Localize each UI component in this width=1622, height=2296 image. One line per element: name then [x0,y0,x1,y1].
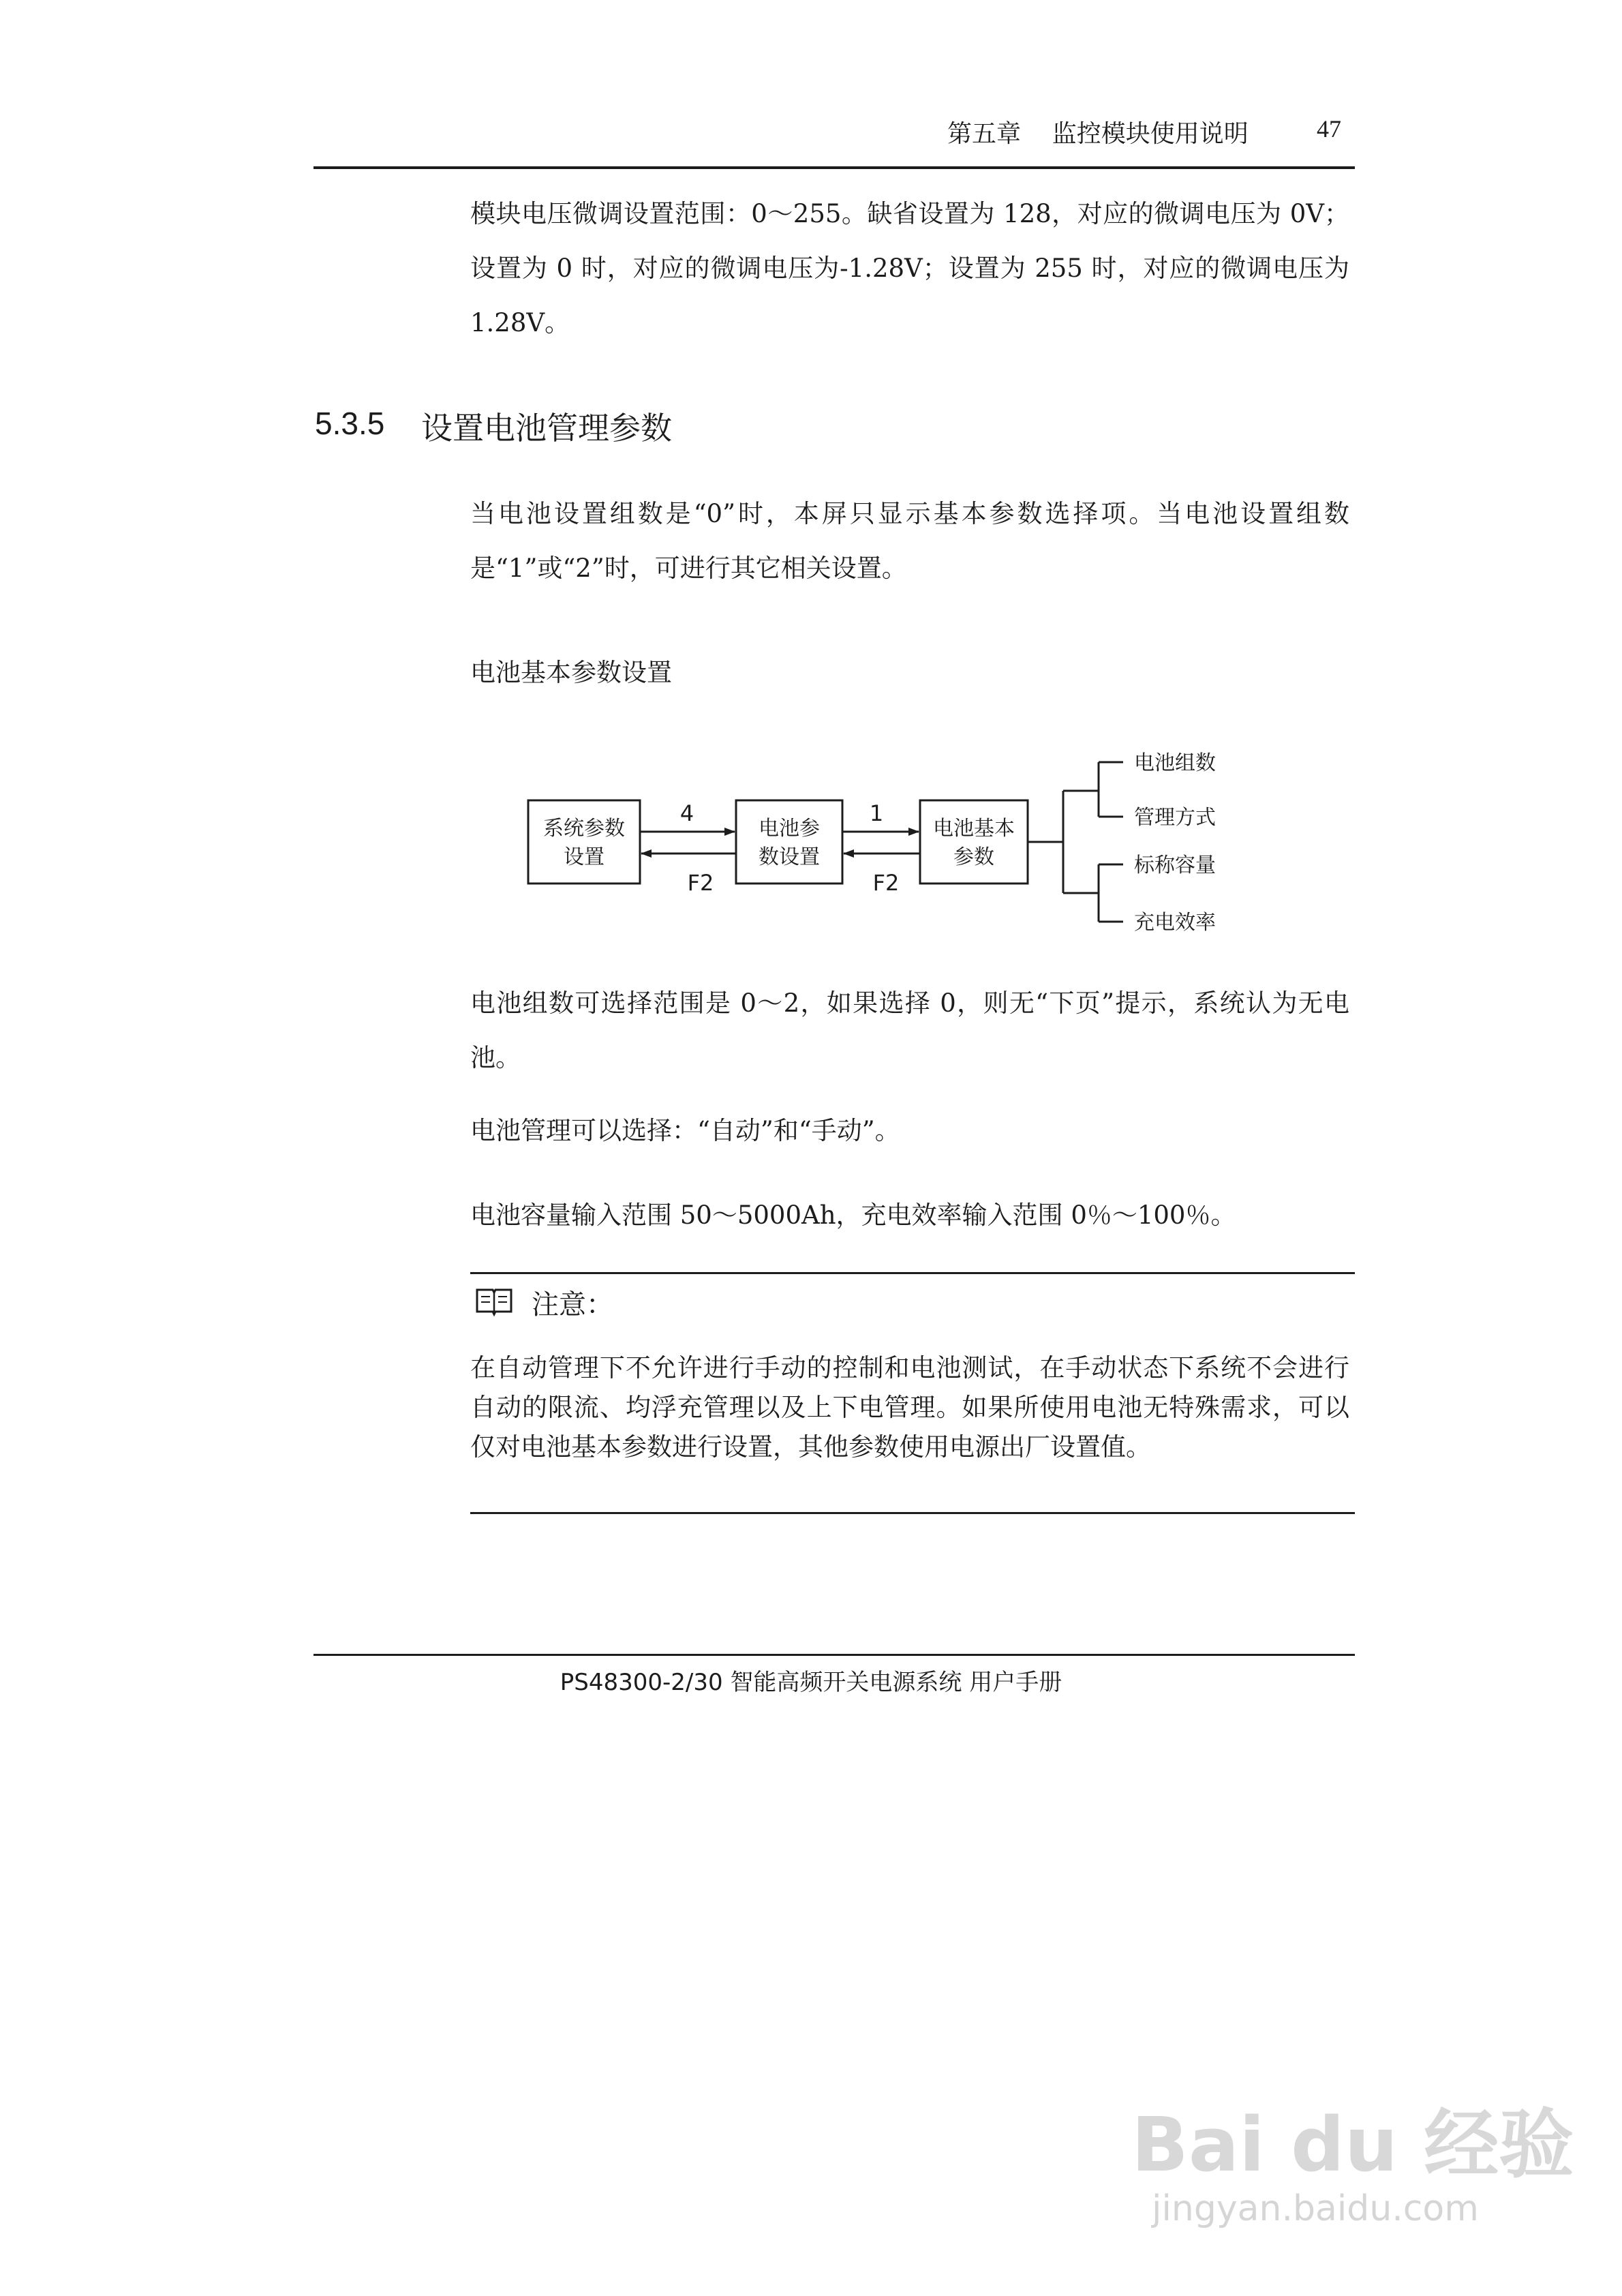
section-title: 设置电池管理参数 [421,410,672,447]
battery-params-box-line1: 电池参 [759,817,820,841]
arrow-2-back-label: F2 [872,870,900,896]
intro-paragraph: 模块电压微调设置范围：0～255。缺省设置为 128，对应的微调电压为 0V；设置为 0 时，对应的微调电压为-1.28V；设置为 255 时，对应的微调电压为 1.28V。 [470,199,1349,337]
system-params-box-line1: 系统参数 [543,817,625,841]
branch-rated-capacity: 标称容量 [1134,854,1216,877]
note-label: 注意： [532,1289,613,1320]
branch-charge-efficiency: 充电效率 [1134,911,1216,935]
battery-basic-box [920,800,1028,883]
book-icon [474,1286,514,1317]
branch-battery-groups: 电池组数 [1134,751,1216,775]
section-paragraph: 当电池设置组数是“0”时，本屏只显示基本参数选择项。当电池设置组数是“1”或“2”时，可进行其它相关设置。 [470,499,1349,583]
management-mode-paragraph: 电池管理可以选择：“自动”和“手动”。 [470,1116,900,1145]
branch-management-mode: 管理方式 [1134,806,1216,830]
page-number: 47 [1317,115,1341,142]
note-body: 在自动管理下不允许进行手动的控制和电池测试，在手动状态下系统不会进行自动的限流、均浮充管理以及上下电管理。如果所使用电池无特殊需求，可以仅对电池基本参数进行设置，其他参数使用电源出厂设置值。 [470,1353,1349,1462]
header-rule [313,166,1355,169]
running-header: 第五章 监控模块使用说明 [947,120,1249,148]
footer-rule [313,1654,1355,1656]
section-number: 5.3.5 [315,406,385,441]
footer-text: PS48300-2/30 智能高频开关电源系统 用户手册 [560,1669,1062,1696]
note-top-rule [470,1272,1355,1274]
arrow-2-forward-label: 1 [869,800,884,826]
branch-tree [1028,762,1123,922]
battery-groups-paragraph: 电池组数可选择范围是 0～2，如果选择 0，则无“下页”提示，系统认为无电池。 [470,988,1349,1072]
subheading: 电池基本参数设置 [470,658,672,687]
battery-basic-box-line1: 电池基本 [933,817,1015,841]
battery-params-box-line2: 数设置 [759,845,820,869]
battery-params-diagram [518,736,1281,954]
battery-basic-box-line2: 参数 [953,845,994,869]
battery-params-box [736,800,842,883]
capacity-range-paragraph: 电池容量输入范围 50～5000Ah，充电效率输入范围 0％～100％。 [470,1200,1236,1230]
arrow-1-back-label: F2 [687,870,714,896]
watermark-brand: Bai du 经验 [1131,2101,1574,2188]
system-params-box-line2: 设置 [564,845,605,869]
system-params-box [528,800,640,883]
arrow-1-forward-label: 4 [679,800,694,826]
note-bottom-rule [470,1512,1355,1514]
watermark-url: jingyan.baidu.com [1152,2188,1479,2229]
